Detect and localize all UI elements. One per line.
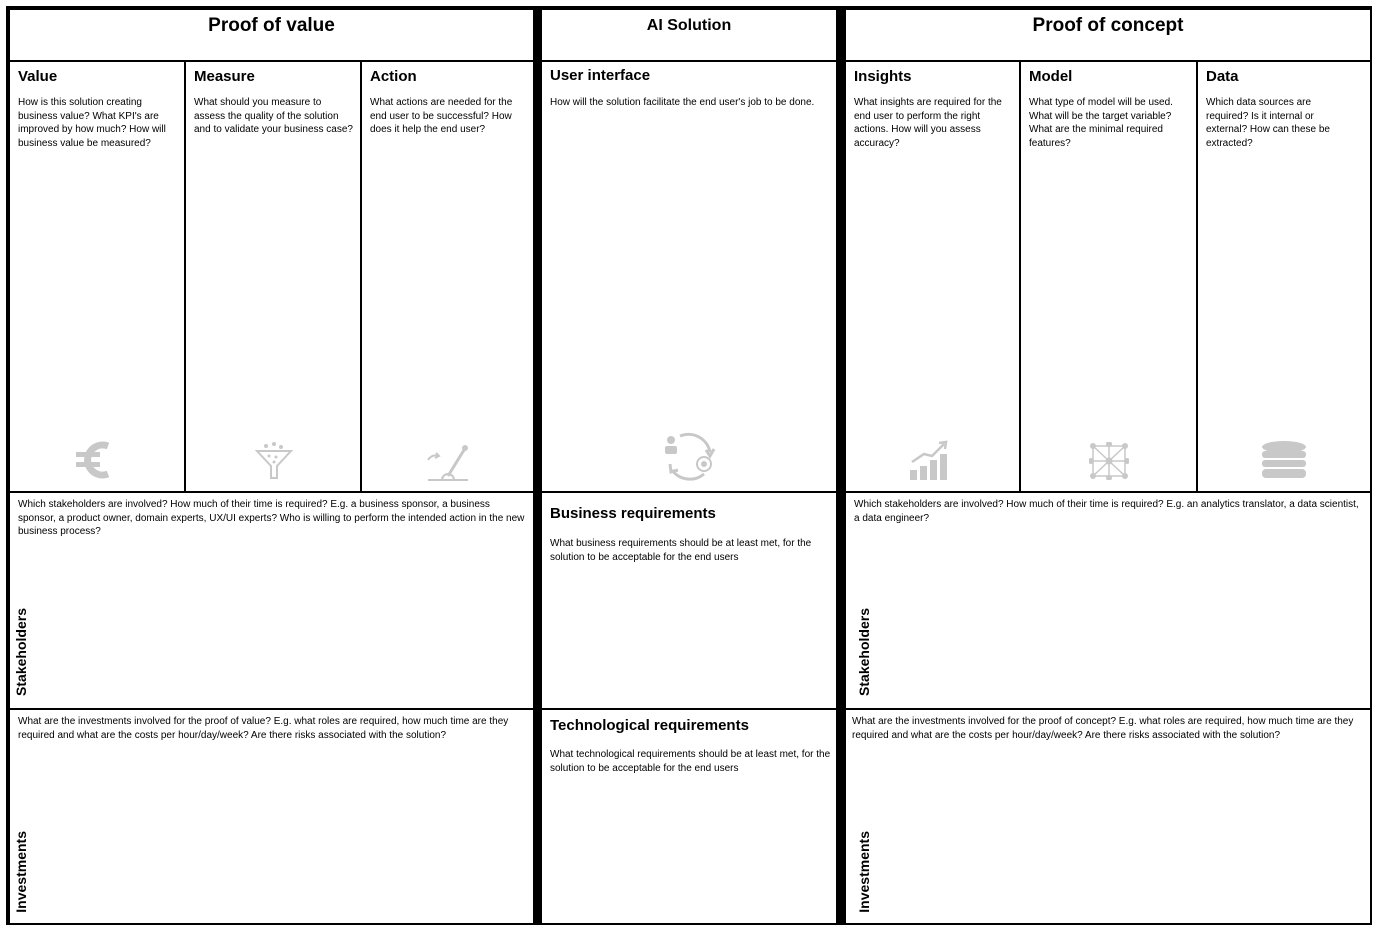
user-interface-cell[interactable] bbox=[542, 62, 836, 491]
technological-requirements-cell[interactable] bbox=[542, 710, 836, 923]
proof-of-concept-header bbox=[846, 10, 1370, 60]
database-icon bbox=[1260, 440, 1308, 482]
business-requirements-title: Business requirements bbox=[550, 505, 716, 522]
user-cycle-icon bbox=[662, 430, 716, 482]
funnel-icon bbox=[254, 442, 294, 482]
measure-text: What should you measure to assess the quality of the solution and to validate your business case? bbox=[194, 97, 353, 135]
measure-cell[interactable] bbox=[186, 62, 360, 491]
poc-investments-cell[interactable] bbox=[846, 710, 1370, 923]
proof-of-concept-title: Proof of concept bbox=[1032, 15, 1184, 36]
measure-title: Measure bbox=[194, 68, 255, 85]
ai-solution-title: AI Solution bbox=[646, 17, 732, 34]
technological-requirements-title: Technological requirements bbox=[550, 717, 749, 734]
user-interface-text: How will the solution facilitate the end user's job to be done. bbox=[550, 97, 815, 108]
data-title: Data bbox=[1206, 68, 1239, 85]
model-text: What type of model will be used. What will be the target variable? What are the minimal required features? bbox=[1029, 97, 1173, 149]
value-cell[interactable] bbox=[10, 62, 184, 491]
action-title: Action bbox=[370, 68, 417, 85]
value-text: How is this solution creating business value? What KPI's are improved by how much? How will business value be measured? bbox=[18, 97, 166, 149]
model-cell[interactable] bbox=[1021, 62, 1196, 491]
pov-stakeholders-cell[interactable] bbox=[10, 493, 533, 708]
poc-stakeholders-cell[interactable] bbox=[846, 493, 1370, 708]
pov-stakeholders-label: Stakeholders bbox=[13, 608, 29, 696]
euro-icon bbox=[74, 438, 118, 482]
poc-investments-label: Investments bbox=[856, 831, 872, 913]
business-requirements-text: What business requirements should be at least met, for the solution to be acceptable for the end users bbox=[550, 538, 812, 563]
user-interface-title: User interface bbox=[550, 67, 651, 84]
pov-investments-label: Investments bbox=[13, 831, 29, 913]
pov-investments-cell[interactable] bbox=[10, 710, 533, 923]
bar-chart-icon bbox=[908, 440, 956, 482]
network-icon bbox=[1089, 442, 1129, 480]
lever-icon bbox=[424, 442, 472, 484]
pov-investments-text: What are the investments involved for the proof of value? E.g. what roles are required, how much time are they required and what are the costs per hour/day/week? Are there risks associated with the solution? bbox=[18, 716, 509, 741]
data-cell[interactable] bbox=[1198, 62, 1370, 491]
action-cell[interactable] bbox=[362, 62, 533, 491]
action-text: What actions are needed for the end user to be successful? How does it help the end user? bbox=[370, 97, 513, 135]
proof-of-value-title: Proof of value bbox=[208, 15, 335, 36]
pov-stakeholders-text: Which stakeholders are involved? How much of their time is required? E.g. a business sponsor, a business sponsor, a product owner, domain experts, UX/UI experts? Who is willing to perform the intended action in the new business process? bbox=[18, 499, 525, 537]
poc-stakeholders-label: Stakeholders bbox=[856, 608, 872, 696]
ai-solution-header bbox=[542, 10, 836, 60]
poc-stakeholders-text: Which stakeholders are involved? How much of their time is required? E.g. an analytics translator, a data scientist, a data engineer? bbox=[854, 499, 1359, 524]
insights-title: Insights bbox=[854, 68, 912, 85]
value-title: Value bbox=[18, 68, 58, 85]
poc-investments-text: What are the investments involved for the proof of concept? E.g. what roles are required, how much time are they required and what are the costs per hour/day/week? Are there risks associated with the solution? bbox=[852, 716, 1354, 741]
model-title: Model bbox=[1029, 68, 1073, 85]
insights-text: What insights are required for the end user to perform the right actions. How will you assess accuracy? bbox=[854, 97, 1002, 149]
technological-requirements-text: What technological requirements should be at least met, for the solution to be acceptable for the end users bbox=[550, 749, 831, 774]
proof-of-value-header bbox=[10, 10, 533, 60]
data-text: Which data sources are required? Is it internal or external? How can these be extracted? bbox=[1206, 97, 1330, 149]
insights-cell[interactable] bbox=[846, 62, 1019, 491]
business-requirements-cell[interactable] bbox=[542, 493, 836, 708]
